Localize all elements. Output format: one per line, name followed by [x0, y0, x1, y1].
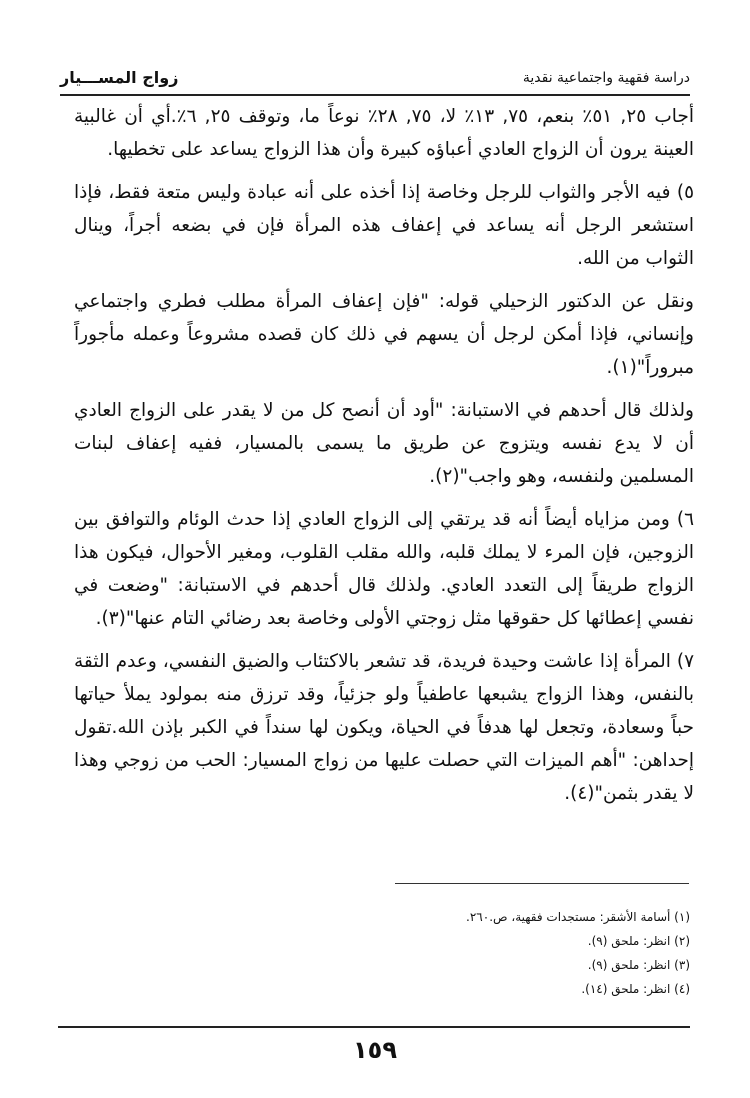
footnote-divider: [395, 883, 689, 884]
header-divider: [60, 94, 690, 96]
header-book-title: زواج المســـيار: [60, 68, 179, 87]
body-paragraph: ونقل عن الدكتور الزحيلي قوله: "فإن إعفاف المرأة مطلب فطري واجتماعي وإنساني، فإذا أمكن لرجل أن يسهم في ذلك كان قصده مشروعاً وعمله مأجوراً مبروراً"(١).: [74, 291, 694, 378]
footnote: (٣) انظر: ملحق (٩).: [587, 958, 690, 972]
running-header: [60, 64, 690, 92]
body-paragraph: ولذلك قال أحدهم في الاستبانة: "أود أن أنصح كل من لا يقدر على الزواج العادي أن لا يدع نفسه ويتزوج عن طريق ما يسمى بالمسيار، ففيه إعفاف لبنات المسلمين ولنفسه، وهو واجب"(٢).: [74, 400, 694, 487]
body-paragraph: ٦) ومن مزاياه أيضاً أنه قد يرتقي إلى الزواج العادي إذا حدث الوئام والتوافق بين الزوجين، فإن المرء لا يملك قلبه، والله مقلب القلوب، ومغير الأحوال، فيكون هذا الزواج طريقاً إلى التعدد العادي. ولذلك قال أحدهم في الاستبانة: "وضعت في نفسي إعطائها كل حقوقها مثل زوجتي الأولى وخاصة بعد رضائي التام عنها"(٣).: [74, 509, 694, 629]
body-paragraph: أجاب ٢٥, ٥١٪ بنعم، ٧٥, ١٣٪ لا، ٧٥, ٢٨٪ نوعاً ما، وتوقف ٢٥, ٦٪.أي أن غالبية العينة يرون أن الزواج العادي أعباؤه كبيرة وأن هذا الزواج يساعد على تخطيها.: [74, 106, 694, 160]
footer-divider: [58, 1026, 690, 1028]
body-paragraph: ٥) فيه الأجر والثواب للرجل وخاصة إذا أخذه على أنه عبادة وليس متعة فقط، فإذا استشعر الرجل أنه يساعد في إعفاف هذه المرأة فإن في بضعه أجراً، وينال الثواب من الله.: [74, 182, 694, 269]
footnote: (٢) انظر: ملحق (٩).: [587, 934, 690, 948]
footnote: (١) أسامة الأشقر: مستجدات فقهية، ص.٢٦٠.: [466, 910, 690, 924]
page-number: ١٥٩: [353, 1036, 397, 1064]
body-paragraph: ٧) المرأة إذا عاشت وحيدة فريدة، قد تشعر بالاكتئاب والضيق النفسي، وعدم الثقة بالنفس، وهذا الزواج يشبعها عاطفياً ولو جزئياً، وقد ترزق منه بمولود يملأ حياتها حباً وسعادة، وتجعل لها هدفاً في الحياة، ويكون لها سنداً في الكبر بإذن الله.تقول إحداهن: "أهم الميزات التي حصلت عليها من زواج المسيار: الحب من زوجي وهذا لا يقدر بثمن"(٤).: [74, 651, 694, 804]
header-book-subtitle: دراسة فقهية واجتماعية نقدية: [522, 70, 690, 86]
footnote: (٤) انظر: ملحق (١٤).: [581, 982, 690, 996]
page-body: [74, 100, 694, 820]
footnotes: [290, 905, 690, 1001]
